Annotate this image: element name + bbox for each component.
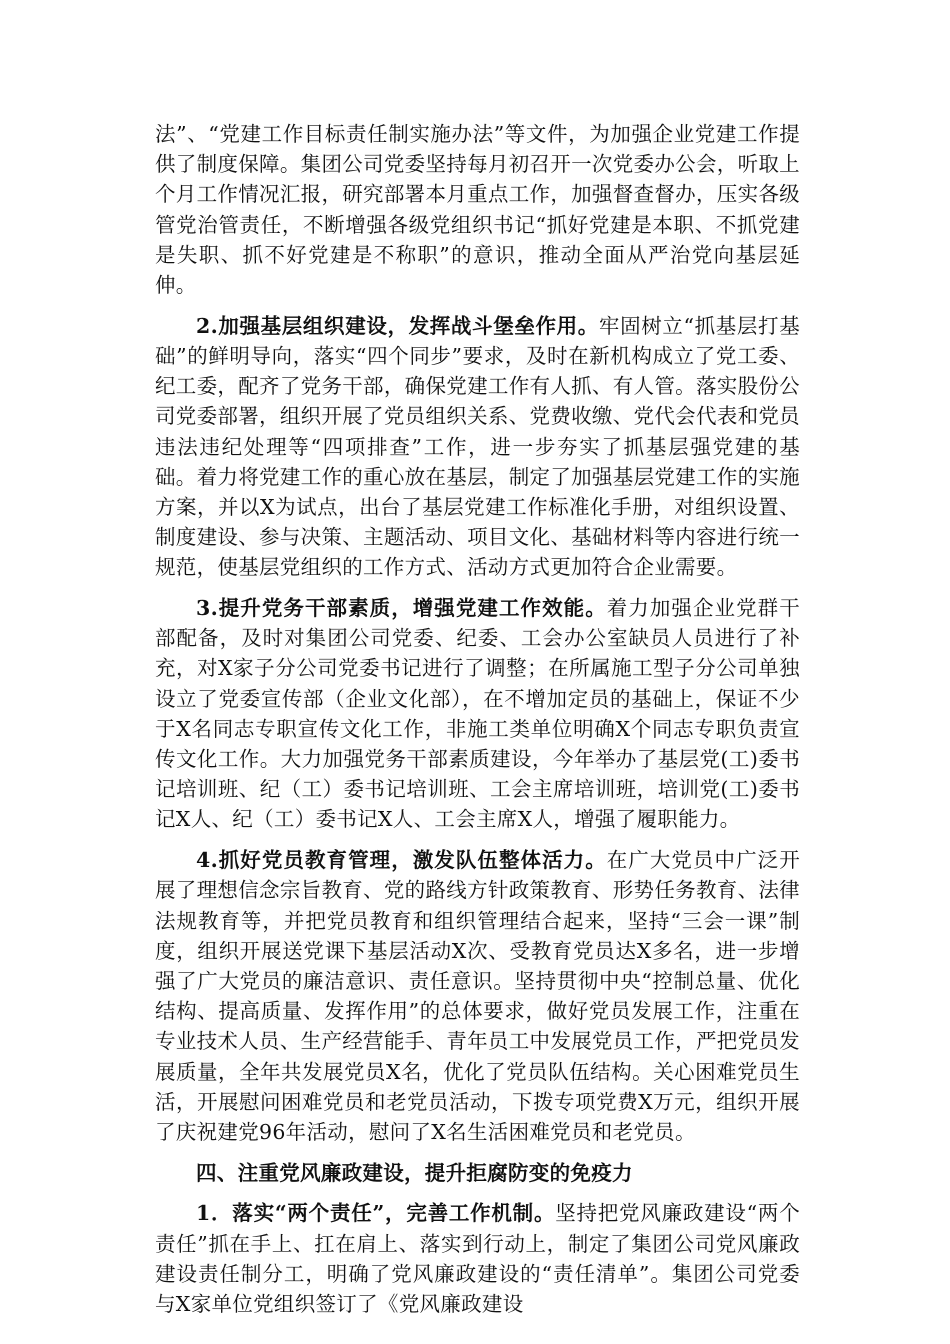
paragraph-1 [155,119,800,300]
document-page [155,119,800,1330]
paragraph-4-lead: 4.抓好党员教育管理，激发队伍整体活力。 [196,848,607,873]
paragraph-2-text: 牢固树立“抓基层打基础”的鲜明导向，落实“四个同步”要求，及时在新机构成立了党工委、纪工委，配齐了党务干部，确保党建工作有人抓、有人管。落实股份公司党委部署，组织开展了党员组织关系、党费收缴、党代会代表和党员违法违纪处理等“四项排查”工作，进一步夯实了抓基层强党建的基础。着力将党建工作的重心放在基层，制定了加强基层党建工作的实施方案，并以X为试点，出台了基层党建工作标准化手册，对组织设置、制度建设、参与决策、主题活动、项目文化、基础材料等内容进行统一规范，使基层党组织的工作方式、活动方式更加符合企业需要。 [155,313,800,580]
paragraph-4-text: 在广大党员中广泛开展了理想信念宗旨教育、党的路线方针政策教育、形势任务教育、法律法规教育等，并把党员教育和组织管理结合起来，坚持“三会一课”制度，组织开展送党课下基层活动X次、受教育党员达X多名，进一步增强了广大党员的廉洁意识、责任意识。坚持贯彻中央“控制总量、优化结构、提高质量、发挥作用”的总体要求，做好党员发展工作，注重在专业技术人员、生产经营能手、青年员工中发展党员工作，严把党员发展质量，全年共发展党员X名，优化了党员队伍结构。关心困难党员生活，开展慰问困难党员和老党员活动，下拨专项党费X万元，组织开展了庆祝建党96年活动，慰问了X名生活困难党员和老党员。 [155,848,800,1144]
paragraph-2 [155,311,800,583]
section-heading-4-text: 四、注重党风廉政建设，提升拒腐防变的免疫力 [196,1160,633,1185]
paragraph-1-text: 法”、“党建工作目标责任制实施办法”等文件，为加强企业党建工作提供了制度保障。集团公司党委坚持每月初召开一次党委办公会，听取上个月工作情况汇报，研究部署本月重点工作，加强督查督办，压实各级管党治管责任，不断增强各级党组织书记“抓好党建是本职、不抓党建是失职、抓不好党建是不称职”的意识，推动全面从严治党向基层延伸。 [155,122,800,298]
paragraph-4 [155,845,800,1147]
paragraph-3-text: 着力加强企业党群干部配备，及时对集团公司党委、纪委、工会办公室缺员人员进行了补充，对X家子分公司党委书记进行了调整；在所属施工型子分公司单独设立了党委宣传部（企业文化部），在不增加定员的基础上，保证不少于X名同志专职宣传文化工作，非施工类单位明确X个同志专职负责宣传文化工作。大力加强党务干部素质建设，今年举办了基层党(工)委书记培训班、纪（工）委书记培训班、工会主席培训班，培训党(工)委书记X人、纪（工）委书记X人、工会主席X人，增强了履职能力。 [155,596,800,832]
paragraph-3-lead: 3.提升党务干部素质，增强党建工作效能。 [196,596,607,621]
paragraph-3 [155,593,800,835]
paragraph-6-lead: 1．落实“两个责任”，完善工作机制。 [196,1201,556,1226]
section-heading-4 [155,1158,800,1188]
paragraph-6-text: 坚持把党风廉政建设“两个责任”抓在手上、扛在肩上、落实到行动上，制定了集团公司党风廉政建设责任制分工，明确了党风廉政建设的“责任清单”。集团公司党委与X家单位党组织签订了《党风廉政建设 [155,1201,800,1317]
paragraph-2-lead: 2.加强基层组织建设，发挥战斗堡垒作用。 [196,313,599,338]
paragraph-6 [155,1198,800,1319]
